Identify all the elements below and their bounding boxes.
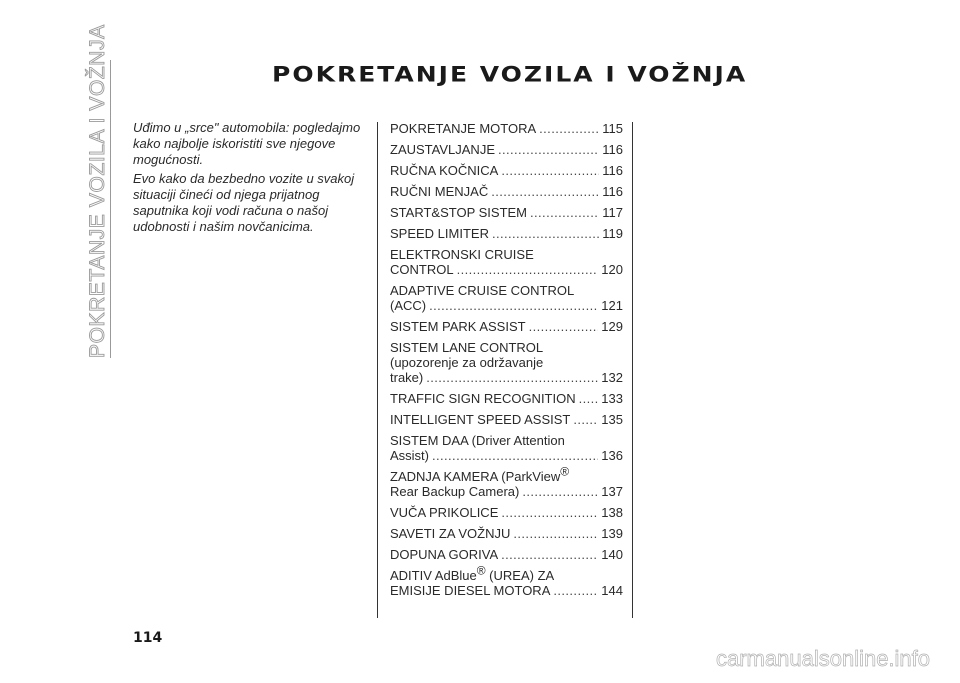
side-section-label: POKRETANJE VOZILA I VOŽNJA <box>86 24 109 358</box>
side-divider <box>110 60 111 358</box>
toc-entry-line <box>390 298 623 313</box>
toc-dot-leader <box>539 121 599 136</box>
toc-entry-label-line: (upozorenje za održavanje <box>390 355 544 370</box>
toc-entry[interactable] <box>390 563 623 598</box>
toc-entry[interactable] <box>390 505 623 520</box>
toc-entry-label: Assist) <box>390 448 429 463</box>
toc-entry-label: CONTROL <box>390 262 454 277</box>
toc-entry-label: START&STOP SISTEM <box>390 205 528 220</box>
toc-entry-page: 129 <box>601 319 623 334</box>
toc-entry-line <box>390 163 623 178</box>
toc-entry-line <box>390 370 623 385</box>
toc-entry-line <box>390 448 623 463</box>
toc-entry[interactable] <box>390 226 623 241</box>
toc-dot-leader <box>426 370 598 385</box>
toc-entry-page: 119 <box>602 226 623 241</box>
toc-dot-leader <box>501 163 599 178</box>
toc-entry-page: 136 <box>601 448 623 463</box>
toc-entry-page: 140 <box>601 547 623 562</box>
toc-dot-leader <box>457 262 599 277</box>
toc-entry[interactable] <box>390 464 623 499</box>
toc-entry-line <box>390 505 623 520</box>
toc-entry-label-line: SISTEM LANE CONTROL <box>390 340 544 355</box>
toc-dot-leader <box>529 319 599 334</box>
toc-entry-label: trake) <box>390 370 424 385</box>
toc-entry-label: EMISIJE DIESEL MOTORA <box>390 583 551 598</box>
toc-entry[interactable] <box>390 433 623 463</box>
toc-dot-leader <box>573 412 598 427</box>
table-of-contents <box>390 121 623 604</box>
toc-entry[interactable] <box>390 412 623 427</box>
toc-entry-label: (ACC) <box>390 298 427 313</box>
toc-entry-page: 135 <box>601 412 623 427</box>
toc-entry-line <box>390 262 623 277</box>
toc-dot-leader <box>432 448 598 463</box>
toc-entry-label: POKRETANJE MOTORA <box>390 121 537 136</box>
toc-entry-label-line: ZADNJA KAMERA (ParkView® <box>390 464 570 484</box>
toc-entry-label-line: ADAPTIVE CRUISE CONTROL <box>390 283 575 298</box>
toc-entry-label: SAVETI ZA VOŽNJU <box>390 526 511 541</box>
toc-entry[interactable] <box>390 283 623 313</box>
intro-paragraph: Evo kako da bezbedno vozite u svakoj situaciji čineći od njega prijatnog saputnika koji vodi računa o našoj udobnosti i našim novčanicima. <box>133 171 355 234</box>
toc-entry[interactable] <box>390 184 623 199</box>
toc-entry-line <box>390 583 623 598</box>
intro-text <box>133 120 365 238</box>
toc-entry-page: 120 <box>601 262 623 277</box>
chapter-title: POKRETANJE VOZILA I VOŽNJA <box>272 62 748 87</box>
toc-entry-label-line: SISTEM DAA (Driver Attention <box>390 433 565 448</box>
toc-entry-label: ZAUSTAVLJANJE <box>390 142 495 157</box>
toc-dot-leader <box>501 505 598 520</box>
toc-entry-line <box>390 205 623 220</box>
toc-entry-page: 116 <box>602 163 623 178</box>
toc-entry-page: 133 <box>601 391 623 406</box>
toc-entry-label: Rear Backup Camera) <box>390 484 520 499</box>
toc-entry-page: 117 <box>602 205 623 220</box>
toc-entry-line <box>390 526 623 541</box>
toc-entry[interactable] <box>390 340 623 385</box>
toc-entry-page: 132 <box>601 370 623 385</box>
toc-entry[interactable] <box>390 547 623 562</box>
column-divider-left <box>377 122 378 618</box>
toc-entry-line <box>390 412 623 427</box>
toc-dot-leader <box>501 547 598 562</box>
toc-entry-page: 121 <box>601 298 623 313</box>
toc-dot-leader <box>553 583 598 598</box>
toc-dot-leader <box>579 391 599 406</box>
toc-entry-page: 116 <box>602 142 623 157</box>
toc-entry-line <box>390 319 623 334</box>
toc-dot-leader <box>522 484 598 499</box>
toc-entry-page: 144 <box>601 583 623 598</box>
toc-entry-label: SPEED LIMITER <box>390 226 489 241</box>
toc-entry-label-line: ADITIV AdBlue® (UREA) ZA <box>390 563 555 583</box>
toc-entry[interactable] <box>390 163 623 178</box>
toc-entry[interactable] <box>390 526 623 541</box>
toc-entry[interactable] <box>390 205 623 220</box>
toc-dot-leader <box>491 184 599 199</box>
toc-entry-label: DOPUNA GORIVA <box>390 547 499 562</box>
toc-entry-line <box>390 484 623 499</box>
toc-dot-leader <box>498 142 599 157</box>
toc-entry-line <box>390 547 623 562</box>
toc-dot-leader <box>513 526 598 541</box>
watermark: carmanualsonline.info <box>716 646 931 671</box>
toc-entry[interactable] <box>390 319 623 334</box>
toc-entry-line <box>390 142 623 157</box>
toc-entry-page: 116 <box>602 184 623 199</box>
toc-dot-leader <box>429 298 598 313</box>
toc-entry-page: 139 <box>601 526 623 541</box>
toc-entry-label-line: ELEKTRONSKI CRUISE <box>390 247 534 262</box>
toc-entry-line <box>390 391 623 406</box>
toc-entry-label: INTELLIGENT SPEED ASSIST <box>390 412 571 427</box>
column-divider-right <box>632 122 633 618</box>
toc-entry[interactable] <box>390 247 623 277</box>
toc-entry-label: TRAFFIC SIGN RECOGNITION <box>390 391 576 406</box>
intro-paragraph: Uđimo u „srce" automobila: pogledajmo kako najbolje iskoristiti sve njegove mogućnosti. <box>133 120 361 167</box>
toc-entry-page: 137 <box>601 484 623 499</box>
toc-entry-label: SISTEM PARK ASSIST <box>390 319 526 334</box>
toc-entry[interactable] <box>390 121 623 136</box>
toc-dot-leader <box>492 226 599 241</box>
toc-entry-page: 138 <box>601 505 623 520</box>
toc-entry[interactable] <box>390 142 623 157</box>
toc-entry-page: 115 <box>602 121 623 136</box>
toc-entry-line <box>390 184 623 199</box>
toc-entry[interactable] <box>390 391 623 406</box>
toc-entry-label: VUČA PRIKOLICE <box>390 505 499 520</box>
toc-entry-line <box>390 226 623 241</box>
toc-entry-line <box>390 121 623 136</box>
toc-entry-label: RUČNA KOČNICA <box>390 163 499 178</box>
toc-dot-leader <box>530 205 599 220</box>
page-number: 114 <box>133 630 163 646</box>
toc-entry-label: RUČNI MENJAČ <box>390 184 489 199</box>
